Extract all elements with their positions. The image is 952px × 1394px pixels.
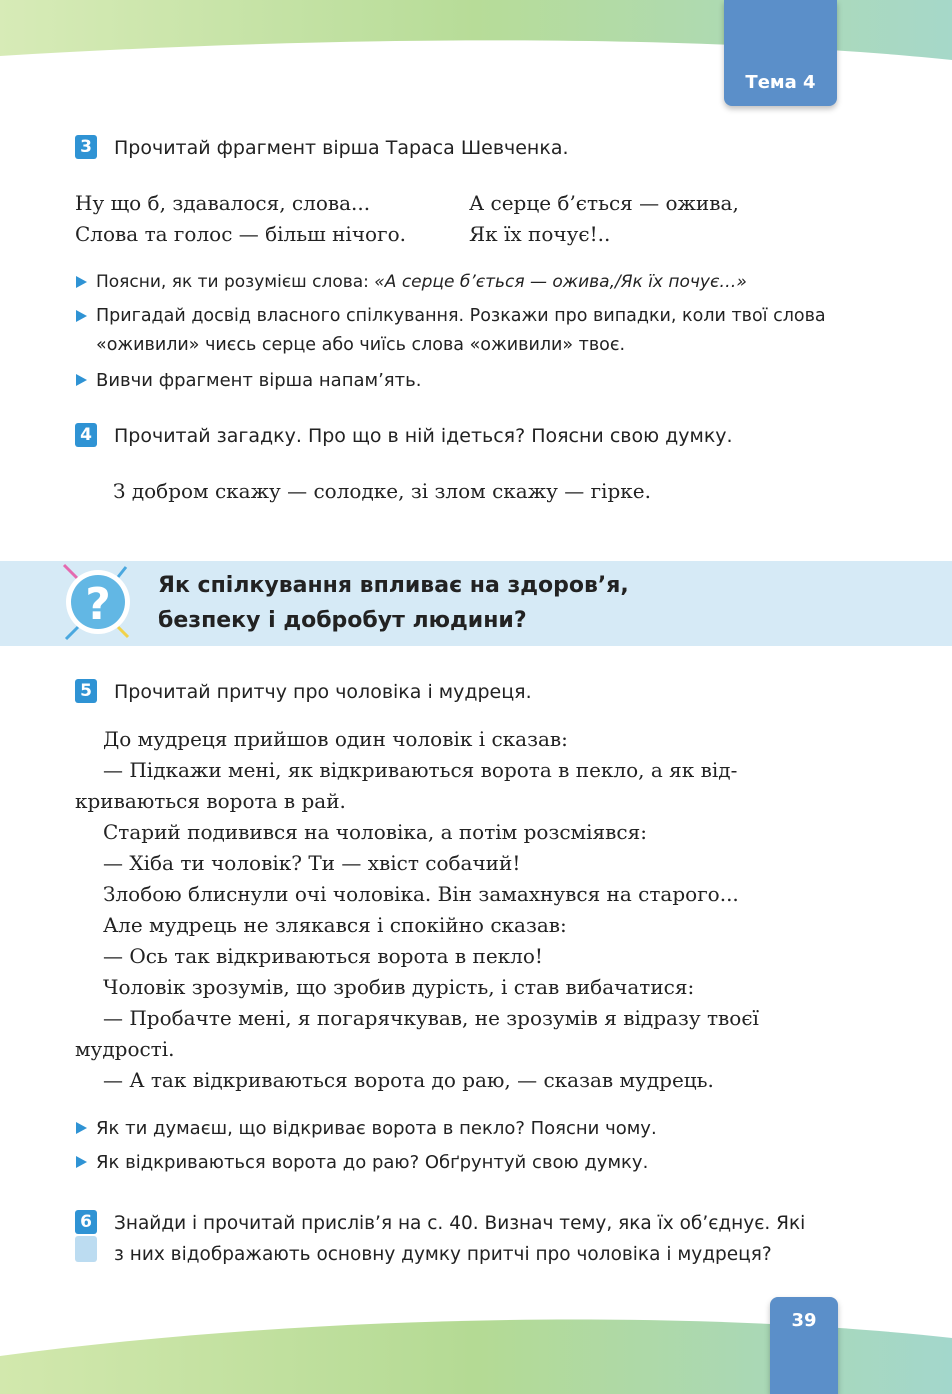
task-5-bullet-1 — [76, 1114, 866, 1143]
task-3-instruction: Прочитай фрагмент вірша Тараса Шевченка. — [114, 137, 569, 159]
task-5-bullet-2 — [76, 1148, 866, 1177]
poem-right-column — [469, 188, 739, 250]
parable-line: — Підкажи мені, як відкриваються ворота в пекло, а як від- — [103, 758, 738, 782]
parable-line: — Хіба ти чоловік? Ти — хвіст собачий! — [103, 851, 521, 875]
poem-line: Слова та голос — більш нічого. — [75, 222, 406, 246]
task-3-number: 3 — [75, 135, 97, 159]
poem-left-column — [75, 188, 406, 250]
page-number: 39 — [791, 1310, 817, 1331]
topic-tab — [724, 0, 837, 106]
parable-line: Злобою блиснули очі чоловіка. Він замахнувся на старого... — [103, 882, 739, 906]
parable-line: Але мудрець не злякався і спокійно сказав: — [103, 913, 567, 937]
parable-line: Старий подивився на чоловіка, а потім розсміявся: — [103, 820, 647, 844]
task-4-number: 4 — [75, 423, 97, 447]
task-3-bullet-2 — [76, 302, 866, 360]
bullet-triangle-icon — [76, 374, 87, 386]
task-3-bullet-1 — [76, 268, 866, 297]
parable-line: — А так відкриваються ворота до раю, — сказав мудрець. — [103, 1068, 714, 1092]
poem-line: А серце б’ється — ожива, — [469, 191, 739, 215]
task-6-line: Знайди і прочитай прислів’я на с. 40. Визнач тему, яка їх об’єднує. Які — [114, 1213, 806, 1234]
task-6-text — [114, 1208, 805, 1270]
parable-text — [75, 724, 850, 1096]
bullet-text: Як відкриваються ворота до раю? Обґрунтуй свою думку. — [96, 1152, 649, 1173]
bullet-triangle-icon — [76, 1122, 87, 1134]
bullet-triangle-icon — [76, 1156, 87, 1168]
parable-line: — Ось так відкриваються ворота в пекло! — [103, 944, 543, 968]
task-5-instruction: Прочитай притчу про чоловіка і мудреця. — [114, 681, 532, 703]
parable-line: криваються ворота в рай. — [75, 789, 346, 813]
riddle-text: З добром скажу — солодке, зі злом скажу — гірке. — [113, 479, 651, 503]
parable-line: мудрості. — [75, 1037, 175, 1061]
task-6-number-shade — [75, 1236, 97, 1262]
poem-line: Як їх почує!.. — [469, 222, 611, 246]
bullet-quote: «А серце б’ється — ожива,/Як їх почує…» — [374, 272, 747, 292]
banner-question-text — [158, 568, 629, 638]
task-6-number: 6 — [75, 1210, 97, 1234]
bullet-text: Поясни, як ти розумієш слова: — [96, 272, 375, 292]
svg-text:?: ? — [85, 579, 111, 630]
task-6-line: з них відображають основну думку притчі про чоловіка і мудреця? — [114, 1244, 772, 1265]
parable-line: Чоловік зрозумів, що зробив дурість, і став вибачатися: — [103, 975, 695, 999]
bullet-text: Як ти думаєш, що відкриває ворота в пекло? Поясни чому. — [96, 1118, 657, 1139]
task-4-instruction: Прочитай загадку. Про що в ній ідеться? Поясни свою думку. — [114, 425, 733, 447]
bullet-triangle-icon — [76, 310, 87, 322]
banner-line: безпеку і добробут людини? — [158, 608, 527, 633]
parable-line: — Пробачте мені, я погарячкував, не зрозумів я відразу твоєї — [103, 1006, 759, 1030]
bullet-triangle-icon — [76, 276, 87, 288]
topic-tab-label: Тема 4 — [745, 72, 816, 93]
banner-line: Як спілкування впливає на здоров’я, — [158, 573, 629, 598]
task-3-bullet-3 — [76, 366, 866, 395]
bullet-text: Вивчи фрагмент вірша напам’ять. — [96, 370, 422, 391]
task-5-number: 5 — [75, 679, 97, 703]
question-mark-icon — [56, 561, 140, 645]
bullet-text: Пригадай досвід власного спілкування. Розкажи про випадки, коли твої слова «оживили» чиєсь серце або чиїсь слова «оживили» твоє. — [96, 306, 826, 355]
page-number-tab — [770, 1297, 838, 1394]
parable-line: До мудреця прийшов один чоловік і сказав: — [103, 727, 568, 751]
poem-line: Ну що б, здавалося, слова... — [75, 191, 371, 215]
